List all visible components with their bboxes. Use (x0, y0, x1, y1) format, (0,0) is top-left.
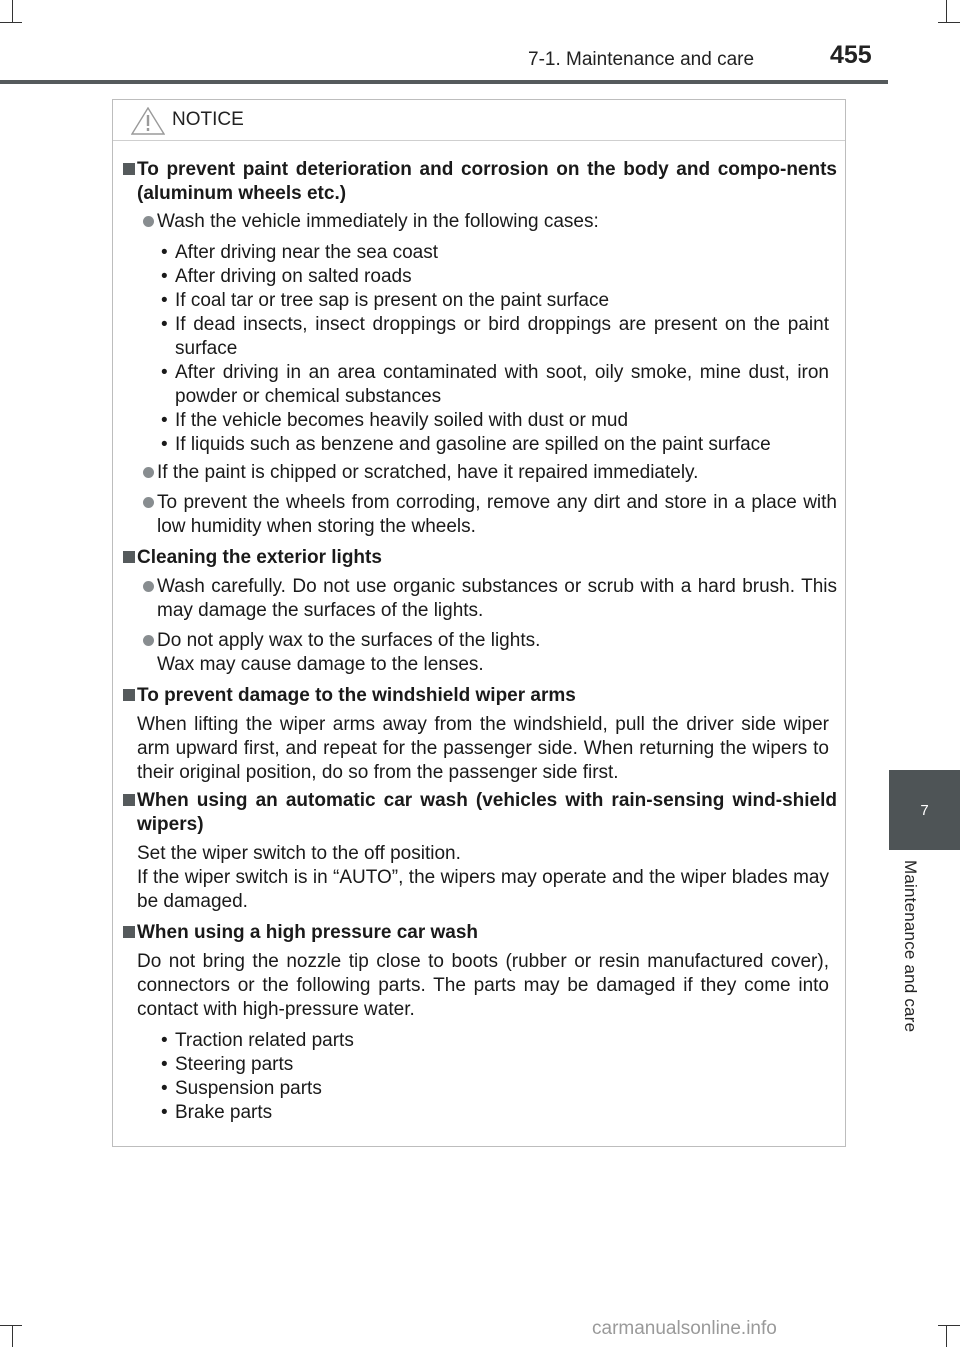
dot-bullet-icon: • (161, 290, 168, 311)
dot-bullet-icon: • (161, 266, 168, 287)
list-item: Do not apply wax to the surfaces of the lights. Wax may cause damage to the lenses. (157, 629, 837, 677)
circle-bullet-icon (143, 581, 154, 592)
list-item: • After driving near the sea coast (161, 242, 438, 263)
dot-bullet-icon: • (161, 1054, 168, 1075)
list-item: • Suspension parts (161, 1078, 322, 1099)
chapter-label: Maintenance and care (901, 860, 920, 1033)
square-bullet-icon (123, 551, 135, 563)
page-number: 455 (830, 41, 872, 69)
list-item: Wash the vehicle immediately in the following cases: (157, 210, 837, 234)
list-item: • If dead insects, insect droppings or bird droppings are present on the paint surface (161, 314, 829, 359)
paragraph: Set the wiper switch to the off position. If the wiper switch is in “AUTO”, the wipers may operate and the wiper blades may be damaged. (137, 843, 829, 912)
paragraph: Do not bring the nozzle tip close to boots (rubber or resin manufactured cover), connectors or the following parts. The parts may be damaged if they come into contact with high-pressure water. (137, 951, 829, 1020)
square-bullet-icon (123, 794, 135, 806)
list-item: • After driving on salted roads (161, 266, 412, 287)
crop-mark (938, 22, 960, 23)
crop-mark (938, 1325, 960, 1326)
circle-bullet-icon (143, 467, 154, 478)
dot-bullet-icon: • (161, 242, 168, 263)
circle-bullet-icon (143, 497, 154, 508)
crop-mark (12, 1325, 13, 1347)
square-bullet-icon (123, 163, 135, 175)
square-bullet-icon (123, 926, 135, 938)
watermark: carmanualsonline.info (592, 1318, 777, 1339)
list-item: Wash carefully. Do not use organic substances or scrub with a hard brush. This may damage the surfaces of the lights. (157, 575, 837, 623)
circle-bullet-icon (143, 216, 154, 227)
paragraph: When lifting the wiper arms away from the windshield, pull the driver side wiper arm upward first, and repeat for the passenger side. When returning the wipers to their original position, do so from the passenger side first. (137, 714, 829, 783)
section-heading: To prevent paint deterioration and corrosion on the body and compo-nents (aluminum wheels etc.) (137, 158, 837, 206)
list-item: • Steering parts (161, 1054, 294, 1075)
crop-mark (0, 1325, 22, 1326)
list-item: • If the vehicle becomes heavily soiled with dust or mud (161, 410, 629, 431)
square-bullet-icon (123, 689, 135, 701)
circle-bullet-icon (143, 635, 154, 646)
header-rule (0, 80, 888, 84)
notice-box (112, 99, 846, 1147)
dot-bullet-icon: • (161, 1078, 168, 1099)
crop-mark (12, 0, 13, 22)
list-item: • If liquids such as benzene and gasoline are spilled on the paint surface (161, 434, 771, 455)
section-heading: When using a high pressure car wash (137, 921, 837, 945)
list-item: • Brake parts (161, 1102, 273, 1123)
dot-bullet-icon: • (161, 362, 168, 383)
dot-bullet-icon: • (161, 1102, 168, 1123)
section-title: 7-1. Maintenance and care (528, 49, 755, 70)
crop-mark (946, 0, 947, 22)
notice-header (113, 100, 845, 141)
section-heading: To prevent damage to the windshield wiper arms (137, 684, 837, 708)
list-item: To prevent the wheels from corroding, remove any dirt and store in a place with low humidity when storing the wheels. (157, 491, 837, 539)
crop-mark (0, 22, 22, 23)
dot-bullet-icon: • (161, 434, 168, 455)
chapter-tab (889, 770, 960, 850)
chapter-number: 7 (920, 801, 929, 819)
section-heading: Cleaning the exterior lights (137, 546, 837, 570)
dot-bullet-icon: • (161, 410, 168, 431)
list-item: • If coal tar or tree sap is present on the paint surface (161, 290, 610, 311)
notice-title: NOTICE (172, 109, 244, 130)
list-item: • After driving in an area contaminated with soot, oily smoke, mine dust, iron powder or chemical substances (161, 362, 829, 407)
crop-mark (946, 1325, 947, 1347)
dot-bullet-icon: • (161, 314, 168, 335)
warning-triangle-icon (131, 107, 165, 135)
list-item: • Traction related parts (161, 1030, 354, 1051)
dot-bullet-icon: • (161, 1030, 168, 1051)
list-item: If the paint is chipped or scratched, have it repaired immediately. (157, 461, 837, 485)
section-heading: When using an automatic car wash (vehicles with rain-sensing wind-shield wipers) (137, 789, 837, 837)
